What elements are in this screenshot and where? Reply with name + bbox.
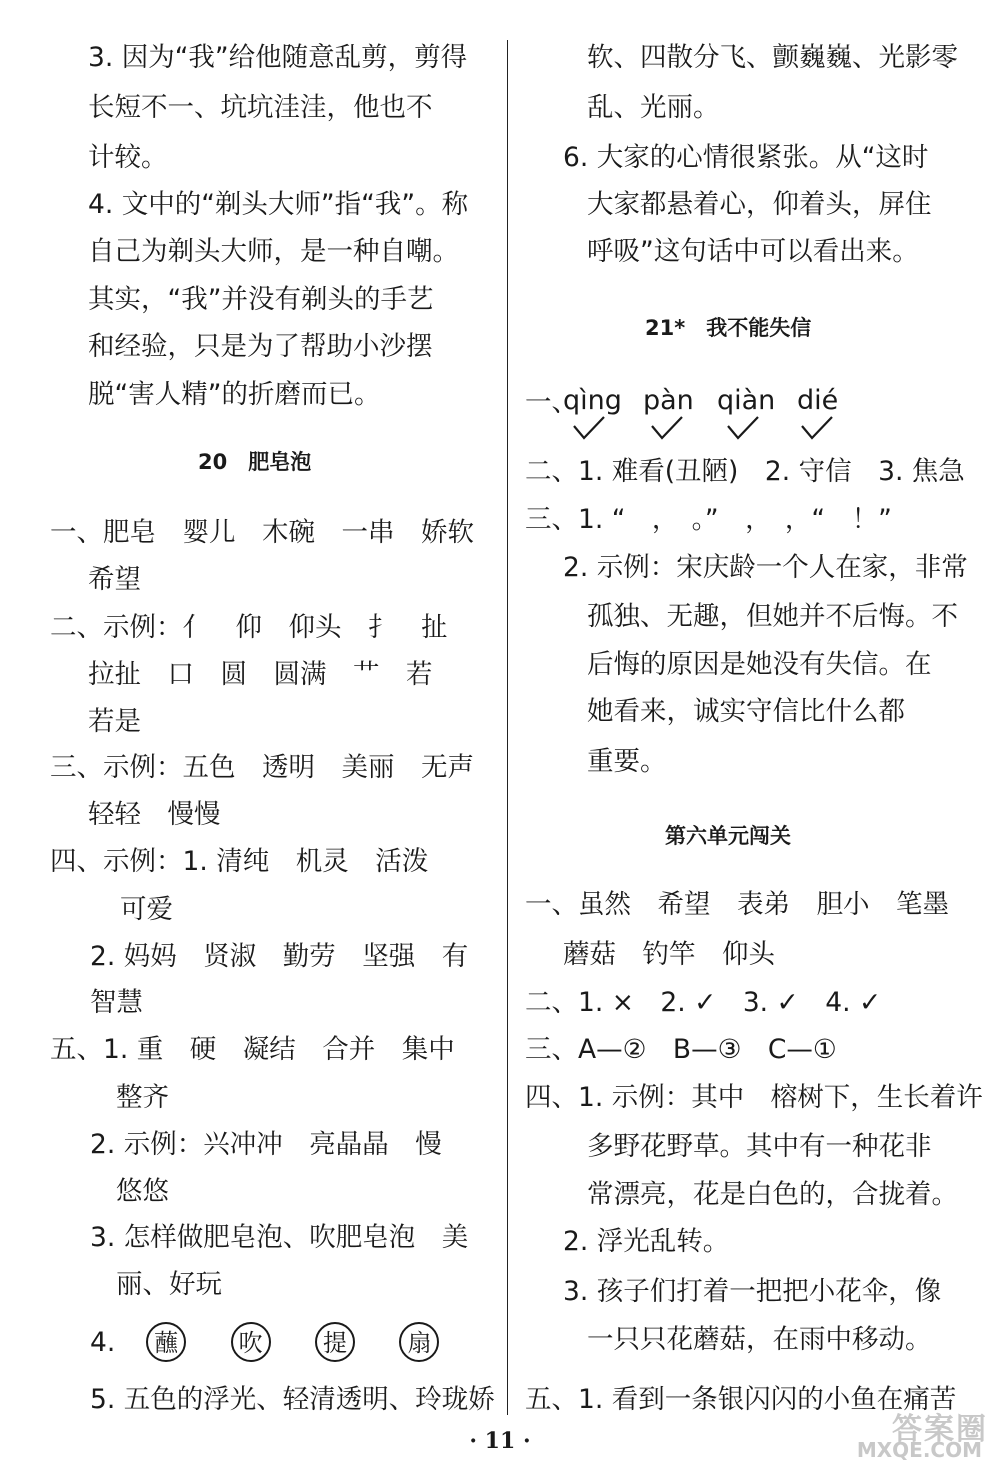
- answer-line: 重要。: [587, 746, 667, 777]
- answer-line: 孤独、无趣，但她并不后悔。不: [587, 601, 958, 632]
- answer-line: 多野花野草。其中有一种花非: [587, 1131, 932, 1162]
- circled-char: 扇: [399, 1322, 439, 1362]
- answer-line: 一、虽然 希望 表弟 胆小 笔墨: [525, 889, 949, 920]
- answer-line: 大家都悬着心，仰着头，屏住: [587, 189, 932, 220]
- answer-line: 若是: [88, 706, 141, 737]
- answer-line: 三、A—② B—③ C—①: [525, 1034, 837, 1065]
- answer-line: 4. 文中的“剃头大师”指“我”。称: [88, 189, 469, 220]
- answer-line: 3. 怎样做肥皂泡、吹肥皂泡 美: [90, 1222, 469, 1253]
- pinyin-item: qiàn: [717, 385, 776, 416]
- answer-line: 二、1. 难看(丑陋) 2. 守信 3. 焦急: [525, 456, 965, 487]
- check-mark-icon: [799, 414, 835, 442]
- section-title-21: 21* 我不能失信: [645, 316, 812, 340]
- answer-line: 希望: [88, 564, 141, 595]
- pinyin-item: qìng: [563, 385, 622, 416]
- pinyin-prefix: 一、: [525, 387, 578, 418]
- watermark-url: MXQE.COM: [856, 1438, 982, 1462]
- answer-line: 脱“害人精”的折磨而已。: [88, 379, 381, 410]
- answer-line: 蘑菇 钓竿 仰头: [563, 939, 775, 970]
- pinyin-item: dié: [797, 385, 839, 416]
- answer-line: 整齐: [116, 1082, 169, 1113]
- answer-line: 乱、光丽。: [587, 92, 720, 123]
- answer-line: 二、示例：亻 仰 仰头 扌 扯: [50, 612, 448, 643]
- answer-line: 拉扯 口 圆 圆满 艹 若: [88, 659, 433, 690]
- answer-line: 3. 因为“我”给他随意乱剪，剪得: [88, 42, 468, 73]
- answer-line: 后悔的原因是她没有失信。在: [587, 649, 932, 680]
- answer-line: 丽、好玩: [116, 1269, 222, 1300]
- page-number: · 11 ·: [469, 1428, 531, 1454]
- answer-line: 自己为剃头大师，是一种自嘲。: [88, 236, 459, 267]
- answer-line: 三、示例：五色 透明 美丽 无声: [50, 752, 474, 783]
- watermark: [818, 1404, 988, 1464]
- answer-line: 她看来，诚实守信比什么都: [587, 696, 905, 727]
- unit6-title: 第六单元闯关: [665, 824, 791, 848]
- watermark-text: 答案圈: [892, 1412, 988, 1447]
- section-title-20: 20 肥皂泡: [198, 450, 312, 474]
- answer-line: 二、1. × 2. ✓ 3. ✓ 4. ✓: [525, 987, 882, 1018]
- answer-line: 四、1. 示例：其中 榕树下，生长着许: [525, 1082, 983, 1113]
- answer-line: 三、1. “ ， 。” ， ，“ ！”: [525, 504, 892, 535]
- answer-line: 轻轻 慢慢: [88, 799, 221, 830]
- answer-line: 2. 浮光乱转。: [563, 1226, 730, 1257]
- column-divider: [507, 40, 508, 1415]
- check-mark-icon: [725, 414, 761, 442]
- answer-line: 常漂亮，花是白色的，合拢着。: [587, 1179, 958, 1210]
- answer-line: 2. 示例：宋庆龄一个人在家，非常: [563, 552, 968, 583]
- item-label: 4.: [90, 1327, 116, 1358]
- answer-line: 和经验，只是为了帮助小沙摆: [88, 331, 433, 362]
- answer-line: 呼吸”这句话中可以看出来。: [587, 236, 919, 267]
- answer-line: 6. 大家的心情很紧张。从“这时: [563, 142, 929, 173]
- answer-line: 四、示例：1. 清纯 机灵 活泼: [50, 846, 429, 877]
- answer-line: 软、四散分飞、颤巍巍、光影零: [587, 42, 958, 73]
- circled-char: 吹: [231, 1322, 271, 1362]
- answer-line: 一、肥皂 婴儿 木碗 一串 娇软: [50, 517, 474, 548]
- answer-line: 2. 妈妈 贤淑 勤劳 坚强 有: [90, 941, 469, 972]
- circled-char: 提: [315, 1322, 355, 1362]
- circled-char: 蘸: [146, 1322, 186, 1362]
- circled-answers: [90, 1322, 475, 1362]
- answer-line: 五、1. 重 硬 凝结 合并 集中: [50, 1034, 455, 1065]
- answer-line: 3. 孩子们打着一把把小花伞，像: [563, 1276, 942, 1307]
- answer-line: 可爱: [120, 894, 173, 925]
- answer-line: 2. 示例：兴冲冲 亮晶晶 慢: [90, 1129, 442, 1160]
- answer-line: 其实，“我”并没有剃头的手艺: [88, 284, 434, 315]
- answer-line: 5. 五色的浮光、轻清透明、玲珑娇: [90, 1384, 495, 1415]
- answer-line: 一只只花蘑菇，在雨中移动。: [587, 1324, 932, 1355]
- answer-line: 计较。: [88, 142, 168, 173]
- answer-line: 悠悠: [116, 1176, 169, 1207]
- answer-line: 长短不一、坑坑洼洼，他也不: [88, 92, 433, 123]
- pinyin-item: pàn: [643, 385, 694, 416]
- answer-line: 智慧: [90, 987, 143, 1018]
- answer-line: 五、1. 看到一条银闪闪的小鱼在痛苦: [525, 1384, 957, 1415]
- check-mark-icon: [571, 414, 607, 442]
- check-mark-icon: [649, 414, 685, 442]
